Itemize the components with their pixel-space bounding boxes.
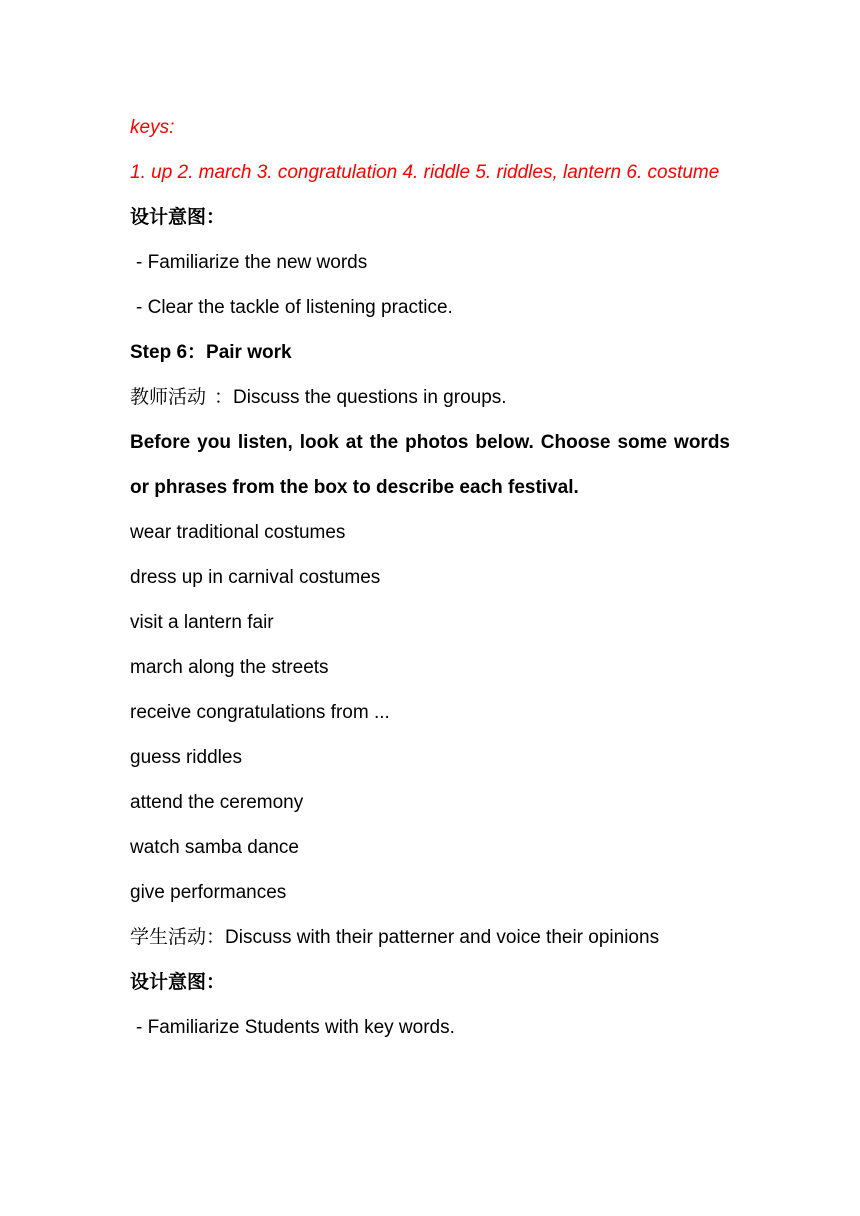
design-intent-item: - Familiarize Students with key words. — [136, 1017, 455, 1038]
teacher-activity-text: ：Discuss the questions in groups. — [214, 387, 507, 408]
phrase-item: guess riddles — [130, 747, 242, 768]
step-title: Pair work — [206, 342, 292, 363]
keys-label: keys: — [130, 117, 175, 138]
phrase-item: march along the streets — [130, 657, 329, 678]
student-activity-label: 学生活动： — [130, 926, 226, 948]
step-number: Step 6： — [130, 342, 207, 363]
design-intent-label: 设计意图： — [130, 971, 226, 993]
phrase-item: wear traditional costumes — [130, 522, 346, 543]
phrase-item: visit a lantern fair — [130, 612, 274, 633]
phrase-item: watch samba dance — [130, 837, 299, 858]
design-intent-item: - Familiarize the new words — [136, 252, 368, 273]
phrase-item: receive congratulations from ... — [130, 702, 390, 723]
document-body — [130, 105, 730, 1050]
phrase-item: give performances — [130, 882, 287, 903]
teacher-activity-label: 教师活动 — [130, 386, 207, 408]
keys-answers: 1. up 2. march 3. congratulation 4. riddle 5. riddles, lantern 6. costume — [130, 162, 720, 183]
student-activity-text: Discuss with their patterner and voice their opinions — [225, 927, 660, 948]
phrase-item: attend the ceremony — [130, 792, 304, 813]
teacher-activity — [130, 375, 730, 420]
design-intent-label: 设计意图： — [130, 206, 226, 228]
step-heading — [130, 330, 730, 375]
design-intent-item: - Clear the tackle of listening practice. — [136, 297, 453, 318]
listening-instruction: Before you listen, look at the photos below. Choose some words or phrases from the box to describe each festival. — [130, 432, 730, 498]
student-activity — [130, 915, 730, 960]
phrase-item: dress up in carnival costumes — [130, 567, 381, 588]
